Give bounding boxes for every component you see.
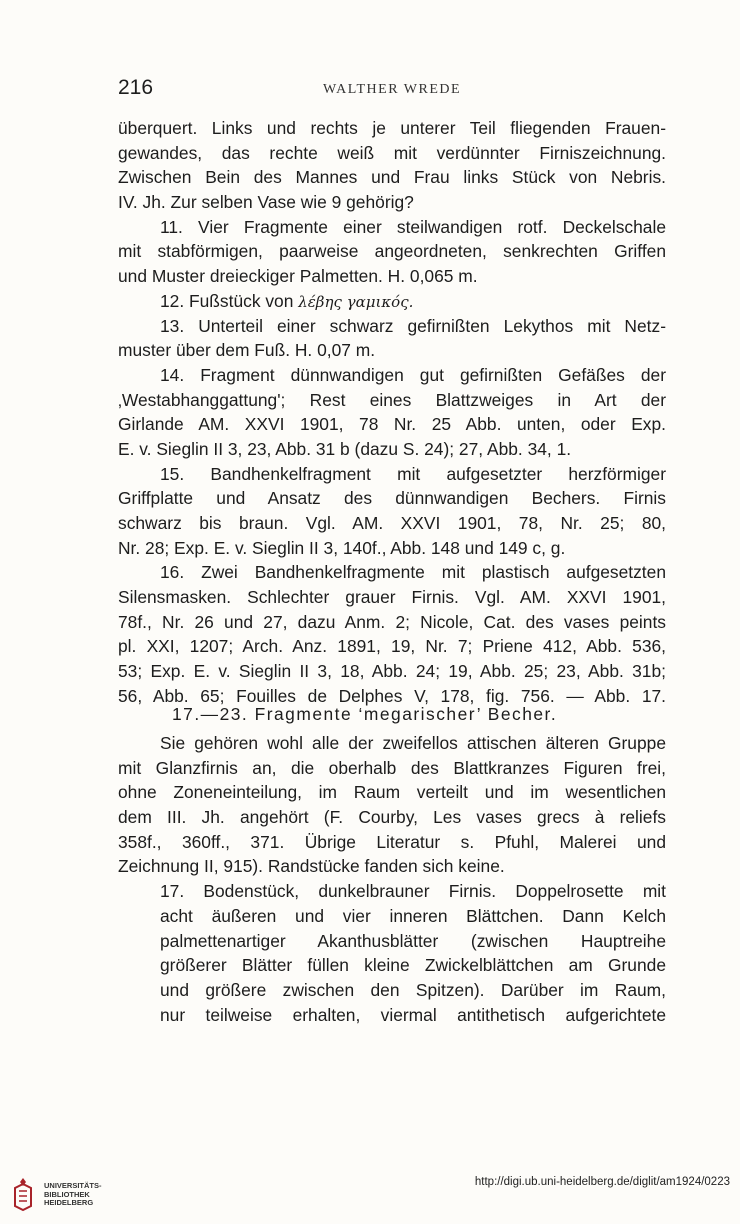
text-line	[118, 165, 666, 190]
section-heading-block	[118, 702, 666, 727]
text-line	[118, 610, 666, 635]
text-line	[118, 511, 666, 536]
text-line-content: Zwischen Bein des Mannes und Frau links Stück von Nebris.	[118, 167, 666, 188]
text-line-content: 11. Vier Fragmente einer steilwandigen rotf. Deckelschale	[160, 216, 666, 237]
text-line	[118, 363, 666, 388]
text-line	[118, 780, 666, 805]
text-line	[118, 929, 666, 954]
page-number: 216	[118, 76, 154, 99]
text-line-content: schwarz bis braun. Vgl. AM. XXVI 1901, 78, Nr. 25; 80,	[118, 513, 666, 533]
text-line	[118, 239, 666, 264]
text-line-content: ohne Zoneneinteilung, im Raum verteilt und im wesentlichen	[118, 782, 666, 803]
library-name: UNIVERSITÄTS- BIBLIOTHEK HEIDELBERG	[44, 1181, 102, 1207]
text-line	[118, 264, 666, 289]
text-line	[118, 462, 666, 487]
running-title: WALTHER WREDE	[322, 82, 462, 97]
source-url[interactable]: http://digi.ub.uni-heidelberg.de/diglit/am1924/0223	[474, 1176, 730, 1188]
text-line	[118, 141, 666, 166]
text-line-content: 16. Zwei Bandhenkelfragmente mit plastisch aufgesetzten	[160, 562, 666, 583]
text-line-content: E. v. Sieglin II 3, 23, Abb. 31 b (dazu S. 24); 27, Abb. 34, 1.	[118, 438, 572, 459]
text-line-content: Girlande AM. XXVI 1901, 78 Nr. 25 Abb. unten, oder Exp.	[118, 414, 666, 435]
text-line	[118, 953, 666, 978]
text-line	[118, 756, 666, 781]
text-line-content: gewandes, das rechte weiß mit verdünnter Firniszeichnung.	[118, 142, 666, 163]
text-line-content: 12. Fußstück von	[160, 290, 294, 311]
text-line	[118, 388, 666, 413]
text-line-content: mit Glanzfirnis an, die oberhalb des Blattkranzes Figuren frei,	[118, 757, 666, 778]
text-line-content: Silensmasken. Schlechter grauer Firnis. Vgl. AM. XXVI 1901,	[118, 587, 666, 608]
text-line	[118, 536, 666, 561]
text-line	[118, 116, 666, 141]
text-line-content: 13. Unterteil einer schwarz gefirnißten Lekythos mit Netz-	[160, 315, 666, 336]
text-line-content: Sie gehören wohl alle der zweifellos attischen älteren Gruppe	[160, 733, 666, 753]
text-line-content: und größere zwischen den Spitzen). Darüber im Raum,	[160, 979, 666, 1000]
text-line	[118, 437, 666, 462]
text-line	[118, 805, 666, 830]
text-line	[118, 854, 666, 879]
text-line	[118, 338, 666, 363]
text-line	[118, 1003, 666, 1028]
text-line	[118, 731, 666, 756]
text-line	[118, 585, 666, 610]
text-line-content: 17. Bodenstück, dunkelbrauner Firnis. Doppelrosette mit	[160, 881, 666, 902]
text-line-content: palmettenartiger Akanthusblätter (zwischen Hauptreihe	[160, 930, 666, 951]
text-line	[118, 190, 666, 215]
text-line	[118, 412, 666, 437]
text-line	[118, 486, 666, 511]
text-line-content: muster über dem Fuß. H. 0,07 m.	[118, 340, 376, 361]
text-line	[118, 634, 666, 659]
text-line-content: pl. XXI, 1207; Arch. Anz. 1891, 19, Nr. 7; Priene 412, Abb. 536,	[118, 636, 666, 657]
text-line	[118, 904, 666, 929]
text-line	[118, 560, 666, 585]
section-heading: 17.—23. Fragmente ‘megarischer’ Becher.	[172, 704, 558, 724]
text-line-content: überquert. Links und rechts je unterer Teil fliegenden Frauen-	[118, 118, 666, 138]
text-line-content: dem III. Jh. angehört (F. Courby, Les vases grecs à reliefs	[118, 807, 666, 828]
page-footer	[0, 1166, 740, 1224]
text-line	[118, 289, 666, 314]
text-line-content: Griffplatte und Ansatz des dünnwandigen Bechers. Firnis	[118, 488, 666, 509]
text-line-content: acht äußeren und vier inneren Blättchen. Dann Kelch	[160, 905, 666, 926]
library-logo-icon	[10, 1176, 36, 1212]
greek-term: λέβης γαμικός.	[298, 292, 414, 311]
text-line	[118, 978, 666, 1003]
section-text	[118, 731, 666, 1027]
text-line-content: IV. Jh. Zur selben Vase wie 9 gehörig?	[118, 192, 414, 213]
page-header	[118, 76, 666, 106]
text-line-content: 78f., Nr. 26 und 27, dazu Anm. 2; Nicole, Cat. des vases peints	[118, 611, 666, 632]
text-line-content: und Muster dreieckiger Palmetten. H. 0,065 m.	[118, 266, 478, 287]
text-line-content: nur teilweise erhalten, viermal antithetisch aufgerichtete	[160, 1004, 666, 1025]
text-line-content: mit stabförmigen, paarweise angeordneten, senkrechten Griffen	[118, 241, 666, 262]
text-line-content: Zeichnung II, 915). Randstücke fanden sich keine.	[118, 856, 505, 877]
text-line-content: 358f., 360ff., 371. Übrige Literatur s. Pfuhl, Malerei und	[118, 831, 666, 852]
text-line-content: 15. Bandhenkelfragment mit aufgesetzter herzförmiger	[160, 463, 666, 484]
text-line-content: größerer Blätter füllen kleine Zwickelblättchen am Grunde	[160, 955, 666, 976]
text-line	[118, 314, 666, 339]
text-line	[118, 830, 666, 855]
text-line-content: ‚Westabhanggattung'; Rest eines Blattzweiges in Art der	[118, 389, 666, 410]
text-line-content: 53; Exp. E. v. Sieglin II 3, 18, Abb. 24; 19, Abb. 25; 23, Abb. 31b;	[118, 661, 666, 682]
text-line	[118, 215, 666, 240]
body-text	[118, 116, 666, 709]
text-line	[118, 659, 666, 684]
text-line-content: 56, Abb. 65; Fouilles de Delphes V, 178, fig. 756. — Abb. 17.	[118, 685, 666, 706]
text-line-content: 14. Fragment dünnwandigen gut gefirnißten Gefäßes der	[160, 364, 666, 385]
text-line-content: Nr. 28; Exp. E. v. Sieglin II 3, 140f., Abb. 148 und 149 c, g.	[118, 537, 566, 558]
text-line	[118, 879, 666, 904]
